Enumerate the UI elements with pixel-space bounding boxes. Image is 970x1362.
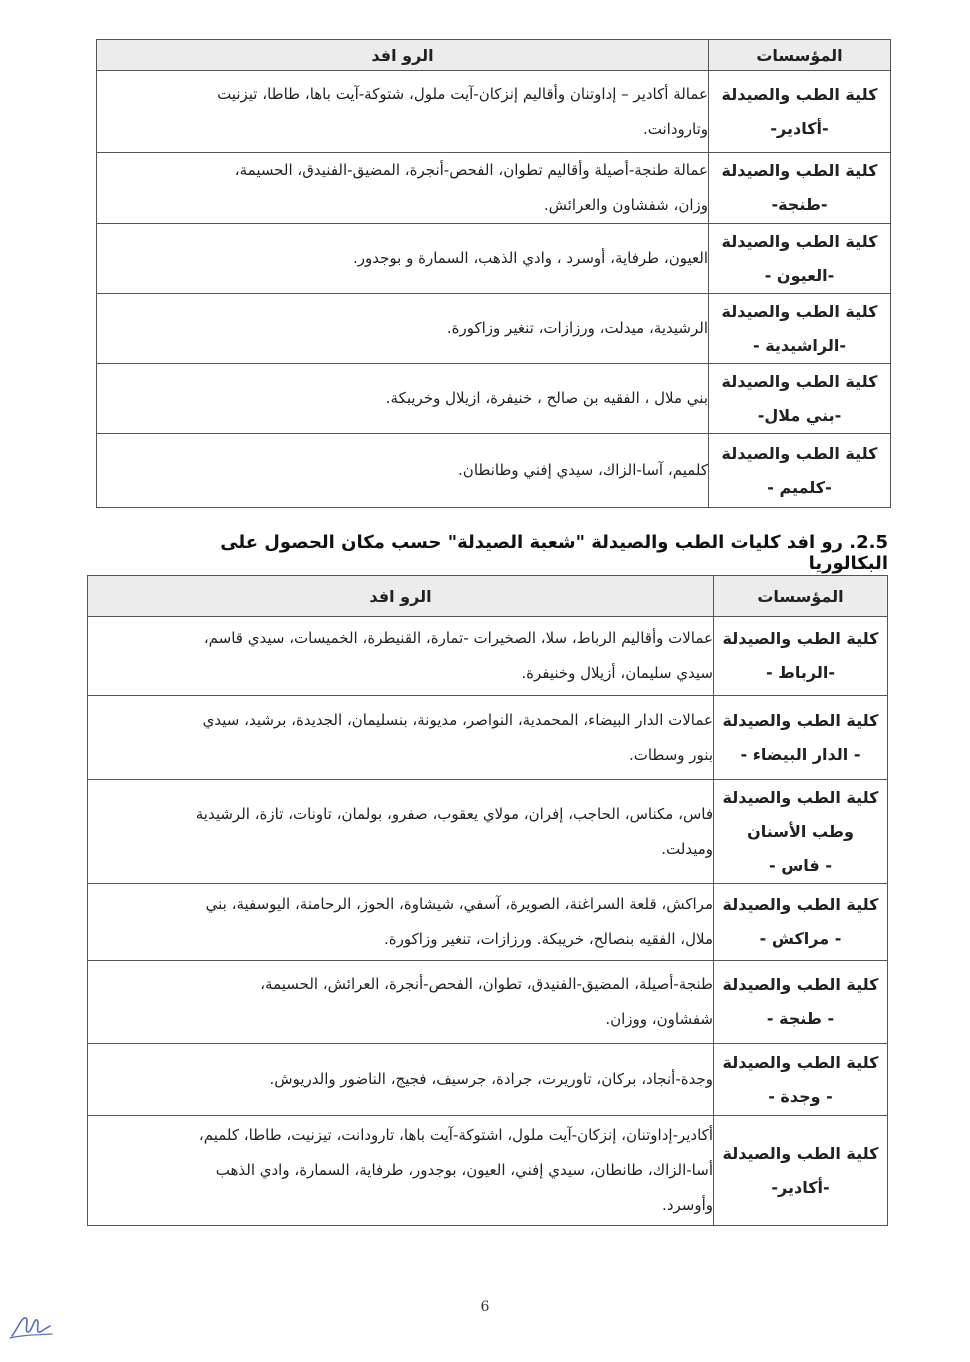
feeders-cell: وجدة-أنجاد، بركان، تاوريرت، جرادة، جرسيف، فجيج، الناضور والدريوش. (88, 1044, 714, 1116)
institution-cell: كلية الطب والصيدلة -الرباط - (714, 617, 888, 696)
header-institutions: المؤسسات (714, 576, 888, 617)
table-row (88, 1116, 888, 1226)
feeders-cell: عمالة طنجة-أصيلة وأقاليم تطوان، الفحص-أنجرة، المضيق-الفنيدق، الحسيمة، وزان، شفشاون والعرائش. (97, 153, 709, 224)
header-feeders: الرو افد (97, 40, 709, 71)
table-row (97, 434, 891, 508)
feeders-cell: فاس، مكناس، الحاجب، إفران، مولاي يعقوب، صفرو، بولمان، تاونات، تازة، الرشيدية وميدلت. (88, 780, 714, 884)
table-row (88, 780, 888, 884)
table-row (97, 71, 891, 153)
page-number: 6 (480, 1299, 490, 1315)
institution-cell: كلية الطب والصيدلة - الدار البيضاء - (714, 696, 888, 780)
table-row (88, 1044, 888, 1116)
institution-cell: كلية الطب والصيدلة -أكادير- (709, 71, 891, 153)
institution-cell: كلية الطب والصيدلة -طنجة- (709, 153, 891, 224)
institution-cell: كلية الطب والصيدلة -بني ملال- (709, 364, 891, 434)
feeders-table-1 (96, 39, 891, 508)
feeders-table-2 (87, 575, 888, 1226)
signature-icon (8, 1308, 54, 1342)
feeders-cell: طنجة-أصيلة، المضيق-الفنيدق، تطوان، الفحص-أنجرة، العرائش، الحسيمة، شفشاون، ووزان. (88, 961, 714, 1044)
feeders-cell: العيون، طرفاية، أوسرد ، وادي الذهب، السمارة و بوجدور. (97, 224, 709, 294)
feeders-cell: عمالات الدار البيضاء، المحمدية، النواصر، مديونة، بنسليمان، الجديدة، برشيد، سيدي بنور وسطات. (88, 696, 714, 780)
institution-cell: كلية الطب والصيدلة - وجدة - (714, 1044, 888, 1116)
table-row (88, 884, 888, 961)
institution-cell: كلية الطب والصيدلة -العيون - (709, 224, 891, 294)
table-row (97, 224, 891, 294)
feeders-cell: عمالات وأقاليم الرباط، سلا، الصخيرات -تمارة، القنيطرة، الخميسات، سيدي قاسم، سيدي سليمان، أزيلال وخنيفرة. (88, 617, 714, 696)
institution-cell: كلية الطب والصيدلة -كلميم - (709, 434, 891, 508)
institution-cell: كلية الطب والصيدلة - طنجة - (714, 961, 888, 1044)
institution-cell: كلية الطب والصيدلة وطب الأسنان - فاس - (714, 780, 888, 884)
table-row (97, 294, 891, 364)
institution-cell: كلية الطب والصيدلة -أكادير- (714, 1116, 888, 1226)
institution-cell: كلية الطب والصيدلة - مراكش - (714, 884, 888, 961)
table-row (97, 153, 891, 224)
feeders-cell: عمالة أكادير – إداوتنان وأقاليم إنزكان-آيت ملول، شتوكة-آيت باها، طاطا، تيزنيت وتارودانت. (97, 71, 709, 153)
institution-cell: كلية الطب والصيدلة -الراشيدية - (709, 294, 891, 364)
table-row (88, 961, 888, 1044)
section-title: 2.5. رو افد كليات الطب والصيدلة "شعبة الصيدلة" حسب مكان الحصول على البكالوريا (220, 532, 888, 574)
header-institutions: المؤسسات (709, 40, 891, 71)
table-row (97, 364, 891, 434)
feeders-cell: أكادير-إداوتنان، إنزكان-آيت ملول، اشتوكة-آيت باها، تارودانت، تيزنيت، طاطا، كلميم، أسا-الزاك، طانطان، سيدي إفني، العيون، بوجدور، طرفاية، السمارة، وادي الذهب وأوسرد. (88, 1116, 714, 1226)
feeders-cell: كلميم، آسا-الزاك، سيدي إفني وطانطان. (97, 434, 709, 508)
feeders-cell: مراكش، قلعة السراغنة، الصويرة، آسفي، شيشاوة، الحوز، الرحامنة، اليوسفية، بني ملال، الفقيه بنصالح، خريبكة. ورزازات، تنغير وزاكورة. (88, 884, 714, 961)
feeders-cell: الرشيدية، ميدلت، ورزازات، تنغير وزاكورة. (97, 294, 709, 364)
header-feeders: الرو افد (88, 576, 714, 617)
table-row (88, 696, 888, 780)
table-row (88, 617, 888, 696)
feeders-cell: بني ملال ، الفقيه بن صالح ، خنيفرة، ازيلال وخريبكة. (97, 364, 709, 434)
